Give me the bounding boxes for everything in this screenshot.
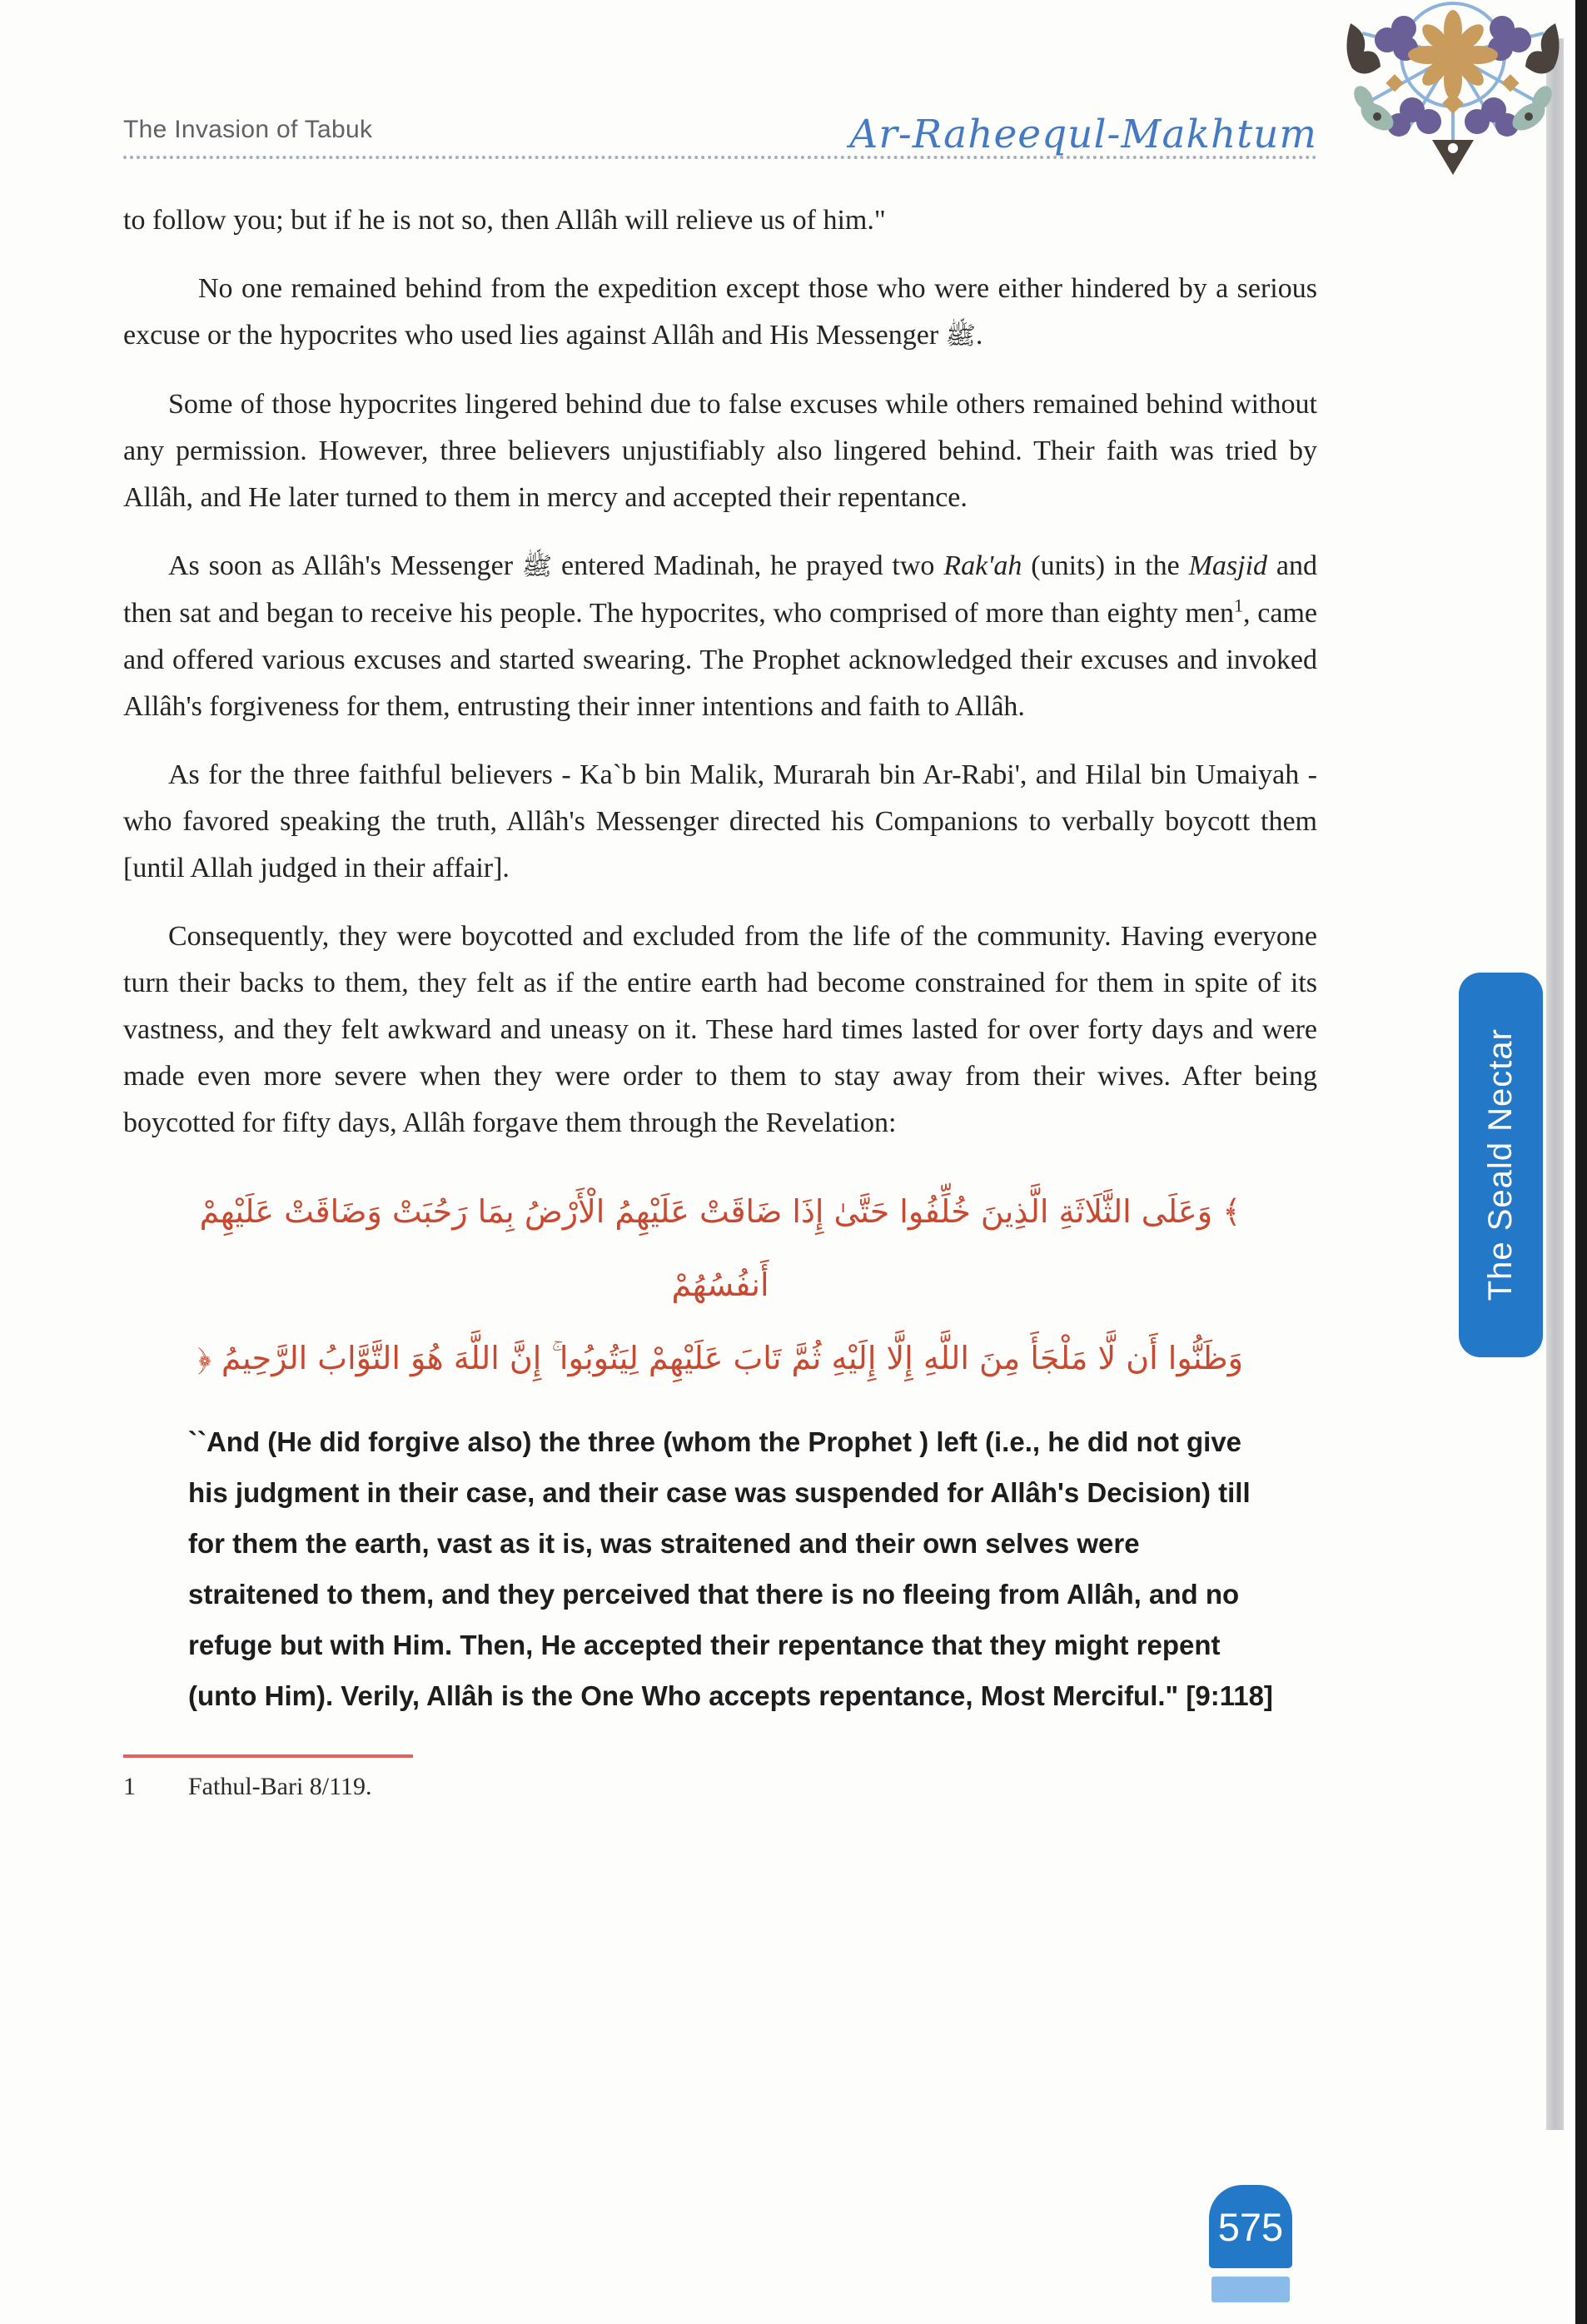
section-title: The Invasion of Tabuk <box>123 116 373 143</box>
body-text <box>123 197 1317 1147</box>
page-number: 575 <box>1217 2204 1284 2249</box>
page-edge-gray-line <box>1546 38 1564 2130</box>
quran-verse-line-1: ﴾ وَعَلَى الثَّلَاثَةِ الَّذِينَ خُلِّفُوا حَتَّىٰ إِذَا ضَاقَتْ عَلَيْهِمُ الْأَرْضُ بِمَا رَحُبَتْ وَضَاقَتْ عَلَيْهِمْ أَنفُسُهُمْ <box>199 1193 1241 1303</box>
quran-verse-line-2: وَظَنُّوا أَن لَّا مَلْجَأَ مِنَ اللَّهِ إِلَّا إِلَيْهِ ثُمَّ تَابَ عَلَيْهِمْ لِيَتُوبُوا ۚ إِنَّ اللَّهَ هُوَ التَّوَّابُ الرَّحِيمُ ﴿ <box>197 1340 1244 1376</box>
footnote <box>123 1773 1317 1801</box>
body-paragraph <box>123 913 1317 1147</box>
body-paragraph <box>123 266 1317 360</box>
footnote-block <box>123 1754 1317 1801</box>
text-run: Consequently, they were boycotted and excluded from the life of the community. Having everyone turn their backs to them, they felt as if the entire earth had become constrained for them in spite of its vastness, and they felt awkward and uneasy on it. These hard times lasted for over forty days and were made even more severe when they were order to them to stay away from their wives. After being boycotted for fifty days, Allâh forgave them through the Revelation: <box>123 921 1317 1138</box>
italic-term: Rak'ah <box>943 550 1022 581</box>
text-run: and then sat and began to receive his people. The hypocrites, who comprised of more than eighty men <box>123 550 1318 629</box>
prophet-honorific-symbol: ﷺ <box>521 552 553 581</box>
page-content <box>123 112 1318 1801</box>
footnote-marker: 1 <box>123 1773 136 1800</box>
text-run: (units) in the <box>1022 550 1189 581</box>
book-title-script: Ar-Raheequl-Makhtum <box>849 112 1317 157</box>
body-paragraph <box>123 197 1317 244</box>
page-number-badge-strip <box>1211 2277 1290 2302</box>
page-number-badge <box>1209 2185 1292 2268</box>
prophet-honorific-symbol: ﷺ <box>945 321 976 351</box>
text-run: to follow you; but if he is not so, then Allâh will relieve us of him." <box>123 205 886 236</box>
quran-verse-arabic <box>157 1175 1284 1395</box>
running-header <box>123 112 1317 157</box>
body-paragraph <box>123 381 1317 521</box>
verse-translation: ``And (He did forgive also) the three (whom the Prophet ) left (i.e., he did not give his judgment in their case, and their case was suspended for Allâh's Decision) till for them the earth, vast as it is, was straitened and their own selves were straitened to them, and they perceived that there is no fleeing from Allâh, and no refuge but with Him. Then, He accepted their repentance that they might repent (unto Him). Verily, Allâh is the One Who accepts repentance, Most Merciful." [9:118] <box>188 1426 1273 1711</box>
chapter-side-tab-label: The Seald Nectar <box>1482 1028 1519 1301</box>
text-run: . <box>975 320 983 351</box>
footnote-ref: 1 <box>1233 595 1243 616</box>
text-run: As for the three faithful believers - Ka`b bin Malik, Murarah bin Ar-Rabi', and Hilal bin Umaiyah - who favored speaking the truth, Allâh's Messenger directed his Companions to verbally boycott them [until Allah judged in their affair]. <box>123 759 1317 883</box>
italic-term: Masjid <box>1188 550 1268 581</box>
text-run: , came and offered various excuses and started swearing. The Prophet acknowledged their excuses and invoked Allâh's forgiveness for them, entrusting their inner intentions and faith to Allâh. <box>123 598 1317 722</box>
body-paragraph <box>123 752 1317 892</box>
footnote-rule <box>123 1754 413 1758</box>
arabesque-ornament-icon <box>1339 0 1567 187</box>
footnote-text: Fathul-Bari 8/119. <box>188 1773 372 1800</box>
chapter-side-tab <box>1459 973 1543 1357</box>
body-paragraph <box>123 543 1317 730</box>
text-run: Some of those hypocrites lingered behind due to false excuses while others remained behind without any permission. However, three believers unjustifiably also lingered behind. Their faith was tried by Allâh, and He later turned to them in mercy and accepted their repentance. <box>123 389 1317 513</box>
text-run: No one remained behind from the expedition except those who were either hindered by a serious excuse or the hypocrites who used lies against Allâh and His Messenger <box>123 273 1317 351</box>
scan-edge-black-bar <box>1575 0 1587 2324</box>
text-run: entered Madinah, he prayed two <box>552 550 944 581</box>
text-run: As soon as Allâh's Messenger <box>168 550 522 581</box>
